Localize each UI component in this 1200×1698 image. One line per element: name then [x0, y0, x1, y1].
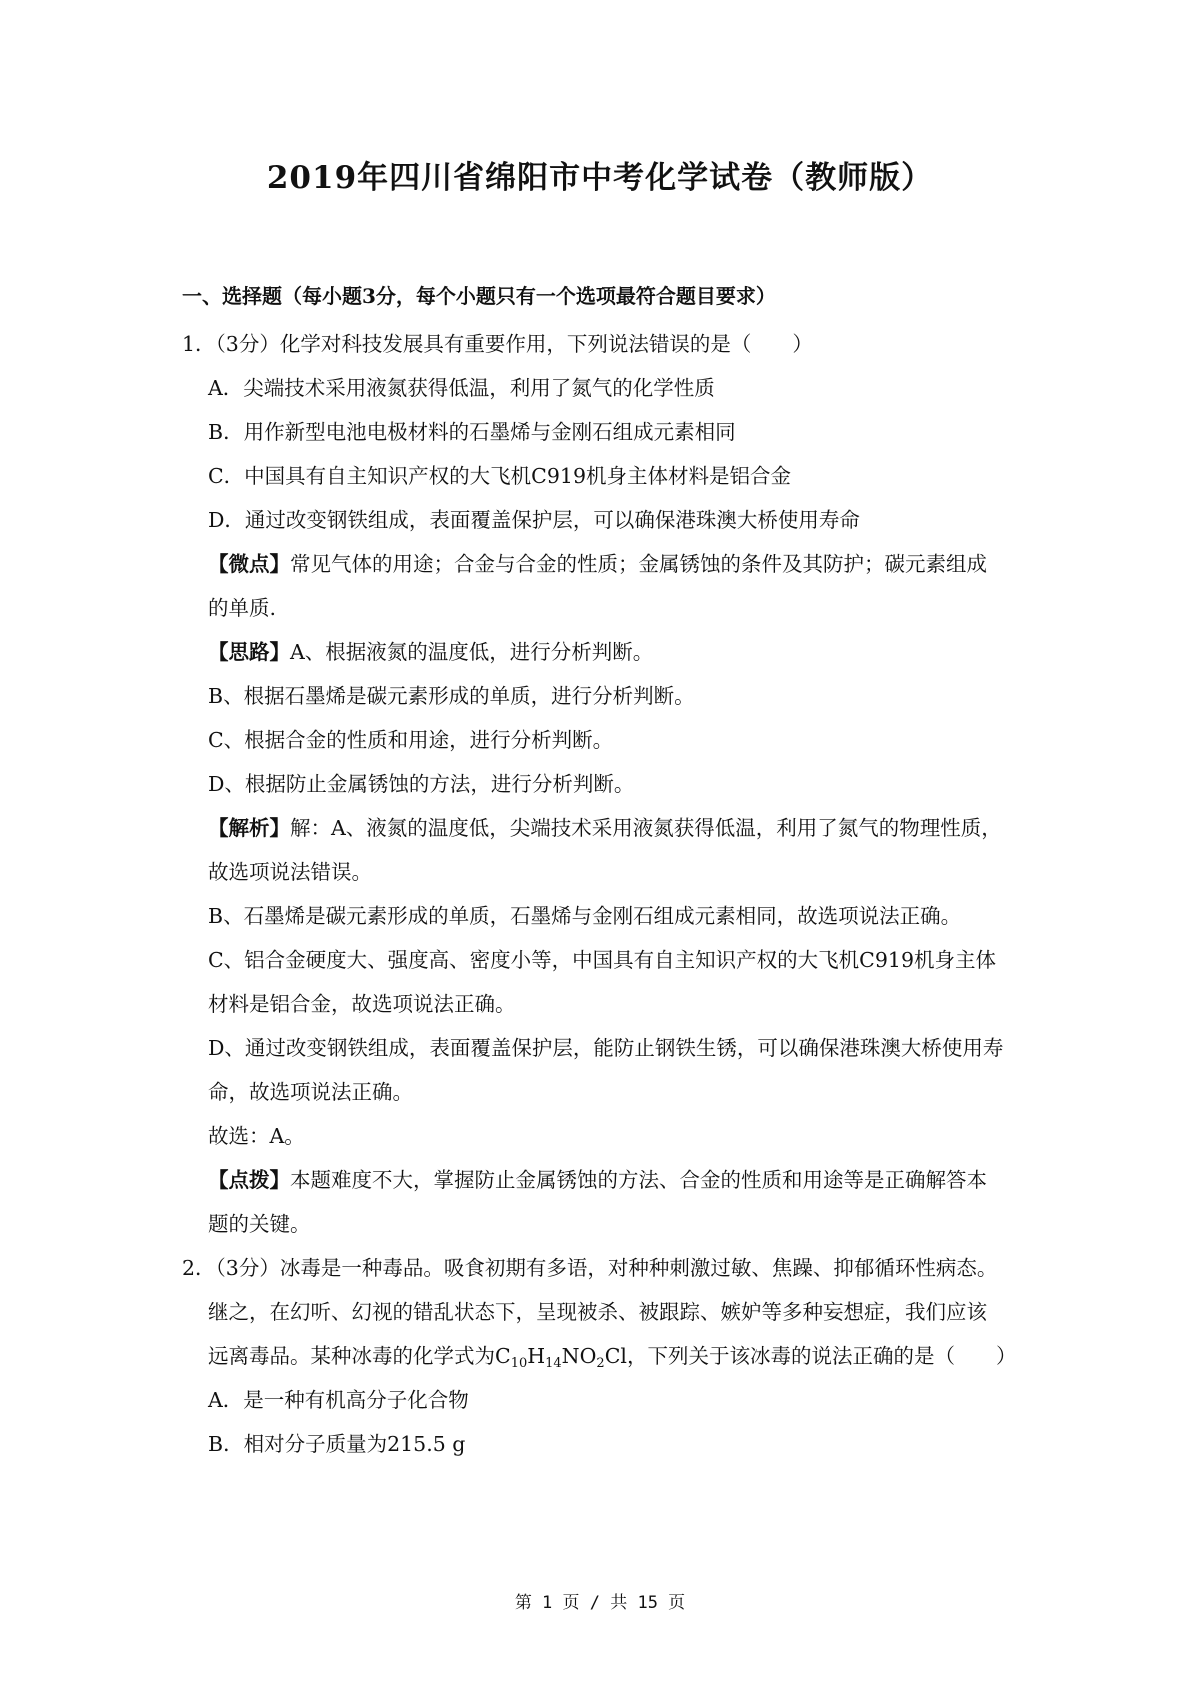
- weidian-tag: 【微点】: [208, 552, 290, 576]
- weidian-text: 常见气体的用途；合金与合金的性质；金属锈蚀的条件及其防护；碳元素组成: [290, 552, 987, 576]
- dianbo-text: 本题难度不大，掌握防止金属锈蚀的方法、合金的性质和用途等是正确解答本: [290, 1168, 987, 1192]
- q2-stem-line2: 继之，在幻听、幻视的错乱状态下，呈现被杀、被跟踪、嫉妒等多种妄想症，我们应该: [208, 1300, 987, 1324]
- jiexi-text: 解：A、液氮的温度低，尖端技术采用液氮获得低温，利用了氮气的物理性质，: [290, 816, 1002, 840]
- q1-jiexi-line5: 材料是铝合金，故选项说法正确。: [208, 992, 516, 1016]
- q1-stem: 1．（3分）化学对科技发展具有重要作用，下列说法错误的是（ ）: [182, 332, 813, 356]
- q1-jiexi-line3: B、石墨烯是碳元素形成的单质，石墨烯与金刚石组成元素相同，故选项说法正确。: [208, 904, 962, 928]
- q1-jiexi-line4: C、铝合金硬度大、强度高、密度小等，中国具有自主知识产权的大飞机C919机身主体: [208, 948, 996, 972]
- dianbo-tag: 【点拨】: [208, 1168, 290, 1192]
- q2-stem-line3: [208, 1342, 1016, 1370]
- formula-sub-o: 2: [596, 1356, 605, 1371]
- page-title: 2019年四川省绵阳市中考化学试卷（教师版）: [266, 160, 934, 196]
- q2-stem-line1: 2．（3分）冰毒是一种毒品。吸食初期有多语，对种种刺激过敏、焦躁、抑郁循环性病态。: [182, 1256, 998, 1280]
- q1-dianbo-line2: 题的关键。: [208, 1212, 311, 1236]
- q1-option-d: D．通过改变钢铁组成，表面覆盖保护层，可以确保港珠澳大桥使用寿命: [208, 508, 860, 532]
- q1-silu-line2: B、根据石墨烯是碳元素形成的单质，进行分析判断。: [208, 684, 695, 708]
- q1-jiexi-line2: 故选项说法错误。: [208, 860, 372, 884]
- jiexi-tag: 【解析】: [208, 816, 290, 840]
- q1-jiexi-line6: D、通过改变钢铁组成，表面覆盖保护层，能防止钢铁生锈，可以确保港珠澳大桥使用寿: [208, 1036, 1004, 1060]
- q1-weidian-line2: 的单质.: [208, 596, 277, 620]
- q1-silu-line1: [208, 638, 653, 666]
- formula-sub-c: 10: [510, 1356, 528, 1371]
- stem3-post: Cl，下列关于该冰毒的说法正确的是（ ）: [604, 1344, 1017, 1368]
- page-footer: 第 1 页 / 共 15 页: [514, 1593, 686, 1613]
- formula-no: NO: [561, 1344, 597, 1368]
- q1-dianbo-line1: [208, 1166, 987, 1194]
- q1-option-a: A．尖端技术采用液氮获得低温，利用了氮气的化学性质: [208, 376, 715, 400]
- section-heading: 一、选择题（每小题3分，每个小题只有一个选项最符合题目要求）: [182, 284, 776, 308]
- formula-h: H: [527, 1344, 546, 1368]
- formula-sub-h: 14: [545, 1356, 562, 1371]
- q1-answer: 故选：A。: [208, 1124, 305, 1148]
- q1-jiexi-line1: [208, 814, 1002, 842]
- stem3-pre: 远离毒品。某种冰毒的化学式为C: [208, 1344, 511, 1368]
- q2-option-a: A．是一种有机高分子化合物: [208, 1388, 469, 1412]
- q1-option-b: B．用作新型电池电极材料的石墨烯与金刚石组成元素相同: [208, 420, 736, 444]
- q1-silu-line3: C、根据合金的性质和用途，进行分析判断。: [208, 728, 614, 752]
- q2-option-b: B．相对分子质量为215.5 g: [208, 1432, 466, 1456]
- silu-text: A、根据液氮的温度低，进行分析判断。: [290, 640, 654, 664]
- silu-tag: 【思路】: [208, 640, 290, 664]
- q1-silu-line4: D、根据防止金属锈蚀的方法，进行分析判断。: [208, 772, 635, 796]
- q1-jiexi-line7: 命，故选项说法正确。: [208, 1080, 413, 1104]
- q1-option-c: C．中国具有自主知识产权的大飞机C919机身主体材料是铝合金: [208, 464, 791, 488]
- q1-weidian-line1: [208, 550, 987, 578]
